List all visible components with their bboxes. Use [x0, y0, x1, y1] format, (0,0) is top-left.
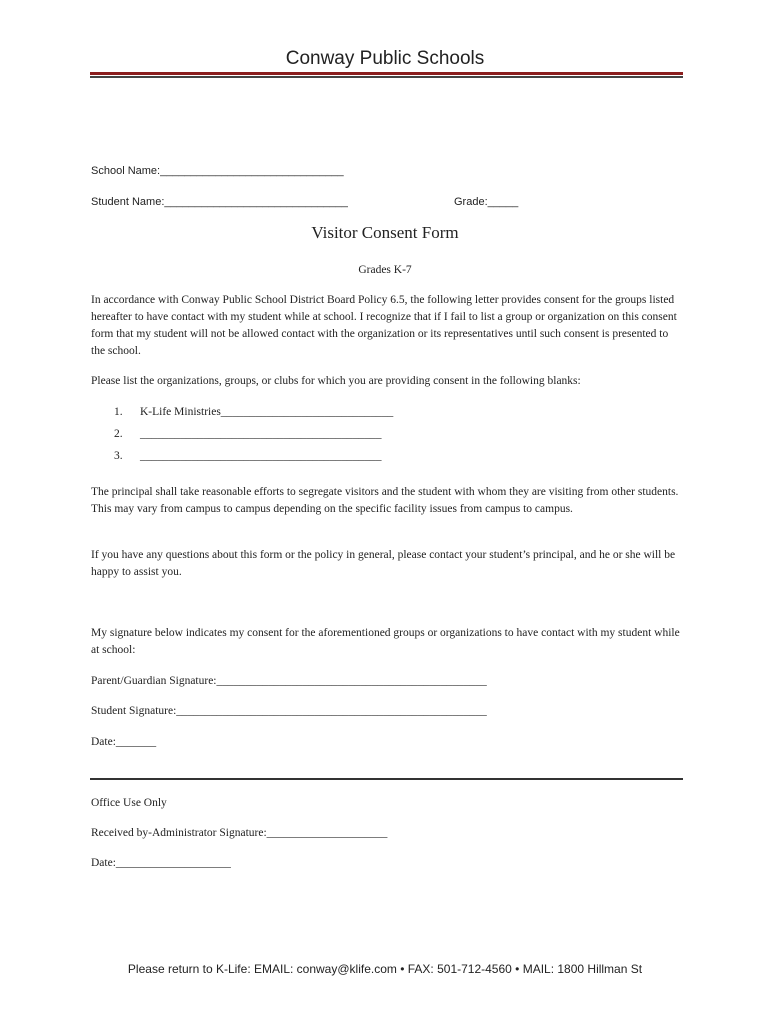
parent-signature-field[interactable]: Parent/Guardian Signature:_______________________________________________: [91, 675, 487, 687]
admin-signature-field[interactable]: Received by-Administrator Signature:_____________________: [91, 827, 388, 839]
date-field[interactable]: Date:_______: [91, 736, 157, 748]
organization-entry-3[interactable]: __________________________________________: [140, 450, 382, 462]
intro-paragraph: In accordance with Conway Public School District Board Policy 6.5, the following letter provides consent for the groups listed hereafter to have contact with my student while at school. I recognize that if I fail to list a group or organization on this consent form that my student will not be allowed contact with the organization or its representatives until such consent is presented to the school.: [91, 294, 677, 357]
list-prompt: Please list the organizations, groups, or clubs for which you are providing consent in the following blanks:: [91, 375, 581, 387]
footer-return-info: Please return to K-Life: EMAIL: conway@klife.com • FAX: 501-712-4560 • MAIL: 1800 Hillman St: [127, 962, 643, 976]
office-use-heading: Office Use Only: [91, 797, 167, 809]
school-name-field[interactable]: School Name:______________________________: [91, 165, 344, 177]
list-number-3: 3.: [114, 450, 123, 462]
principal-paragraph: The principal shall take reasonable efforts to segregate visitors and the student with whom they are visiting from other students. This may vary from campus to campus depending on the specific facility issues from campus to campus.: [91, 486, 679, 515]
form-title: Visitor Consent Form: [311, 223, 459, 242]
grades-subtitle: Grades K-7: [358, 264, 412, 276]
office-date-field[interactable]: Date:____________________: [91, 857, 231, 869]
organization-entry-1[interactable]: K-Life Ministries______________________________: [140, 406, 394, 418]
signature-intro: My signature below indicates my consent for the aforementioned groups or organizations to have contact with my student while at school:: [91, 627, 680, 656]
header-rule-red: [90, 72, 683, 75]
page-header-title: Conway Public Schools: [285, 48, 485, 69]
student-signature-field[interactable]: Student Signature:______________________________________________________: [91, 705, 487, 717]
student-name-field[interactable]: Student Name:______________________________: [91, 196, 348, 208]
list-number-2: 2.: [114, 428, 123, 440]
list-number-1: 1.: [114, 406, 123, 418]
organization-entry-2[interactable]: __________________________________________: [140, 428, 382, 440]
header-rule-dark: [90, 76, 683, 78]
questions-paragraph: If you have any questions about this form or the policy in general, please contact your student’s principal, and he or she will be happy to assist you.: [91, 549, 676, 578]
office-divider: [90, 778, 683, 780]
grade-field[interactable]: Grade:_____: [454, 196, 519, 208]
